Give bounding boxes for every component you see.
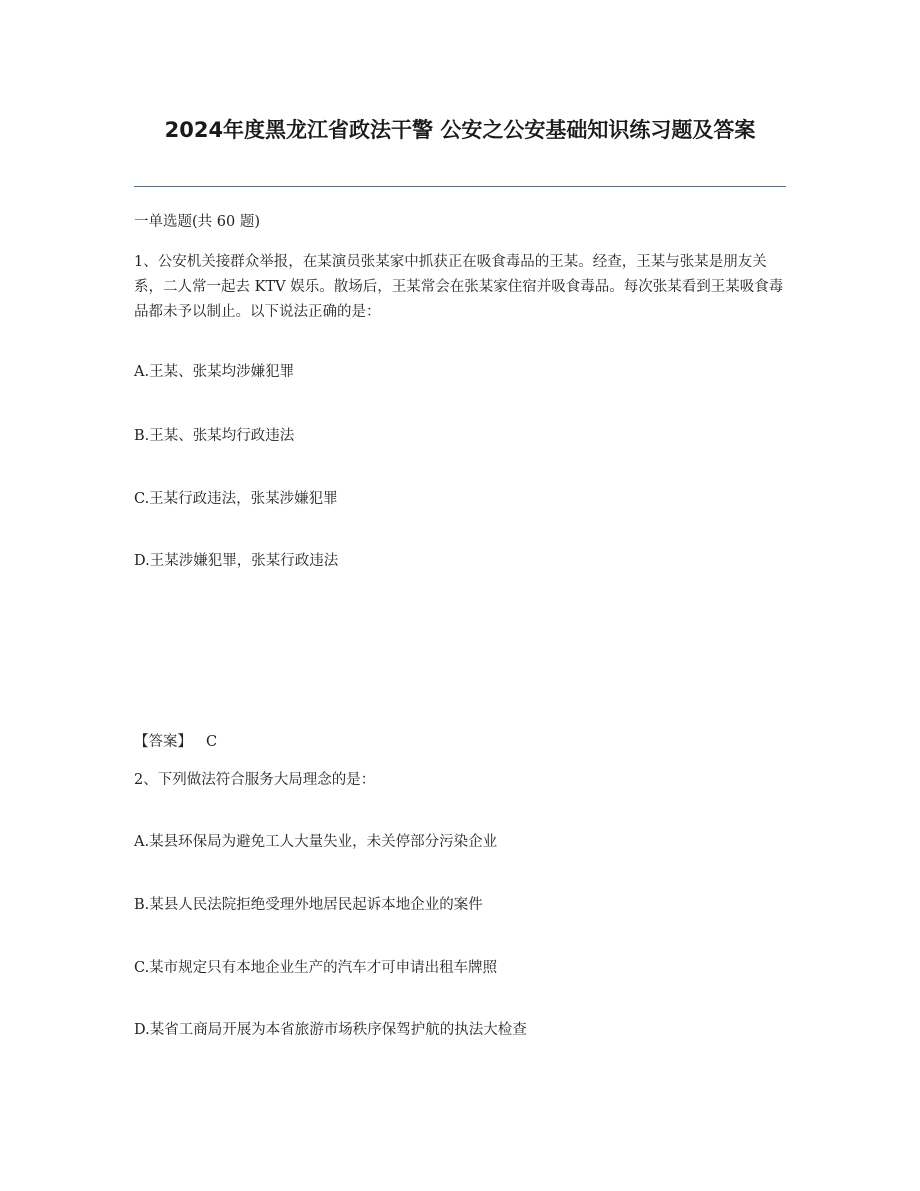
question-2-option-a: A.某县环保局为避免工人大量失业，未关停部分污染企业 [134,834,498,850]
question-1-option-b: B.王某、张某均行政违法 [134,428,295,444]
question-2-option-c: C.某市规定只有本地企业生产的汽车才可申请出租车牌照 [134,960,498,976]
answer-label: 【答案】 [134,734,192,750]
section-heading: 一单选题(共 60 题) [134,214,260,230]
question-1-option-a: A.王某、张某均涉嫌犯罪 [134,364,295,380]
question-1-option-c: C.王某行政违法，张某涉嫌犯罪 [134,491,338,507]
question-1-option-d: D.王某涉嫌犯罪，张某行政违法 [134,553,339,569]
question-2-option-d: D.某省工商局开展为本省旅游市场秩序保驾护航的执法大检查 [134,1022,527,1038]
title-divider [134,186,786,187]
question-1-text: 1、公安机关接群众举报，在某演员张某家中抓获正在吸食毒品的王某。经查，王某与张某是朋友关系，二人常一起去 KTV 娱乐。散场后，王某常会在张某家住宿并吸食毒品。每次张某看到王某吸食毒品都未予以制止。以下说法正确的是： [134,254,784,320]
question-1-answer [134,730,786,755]
document-title: 2024年度黑龙江省政法干警 公安之公安基础知识练习题及答案 [164,118,756,142]
question-2-text: 2、下列做法符合服务大局理念的是： [134,772,376,788]
question-2-option-b: B.某县人民法院拒绝受理外地居民起诉本地企业的案件 [134,897,483,913]
answer-value: C [206,734,218,750]
